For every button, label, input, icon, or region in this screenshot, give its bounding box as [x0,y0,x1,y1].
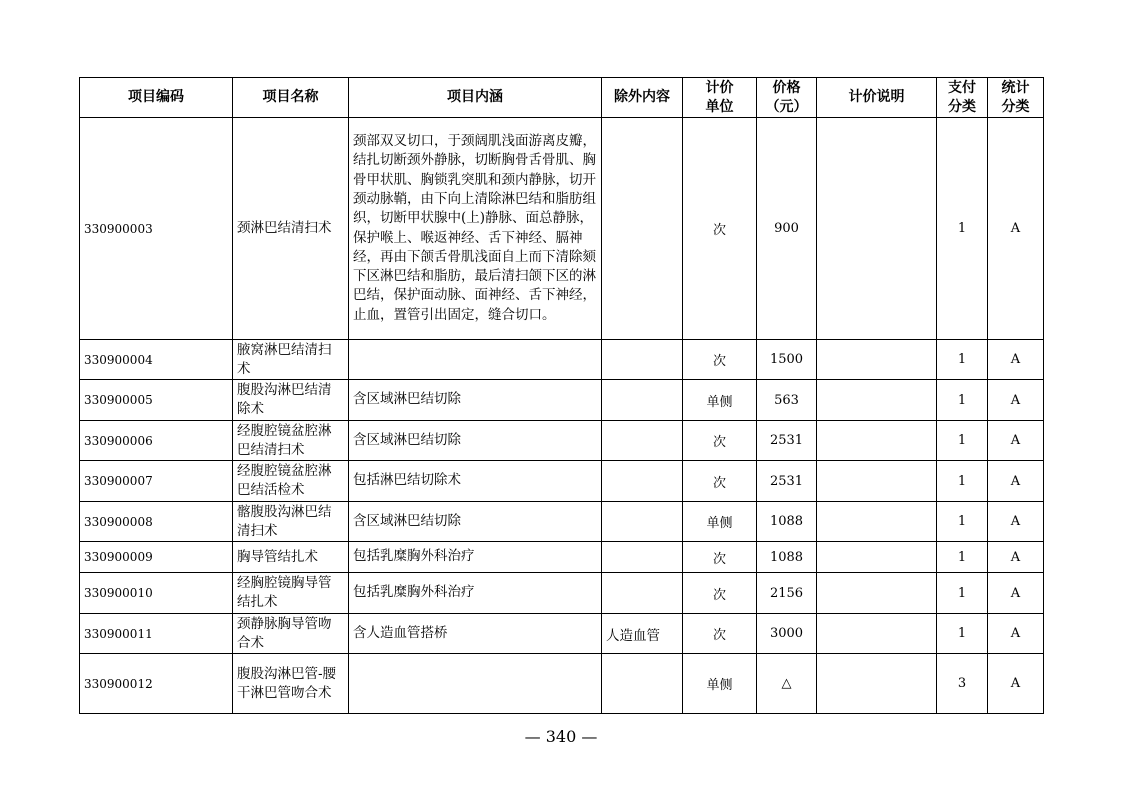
item-price: 900 [757,118,817,340]
item-name: 髂腹股沟淋巴结清扫术 [233,502,349,542]
item-code: 330900010 [80,573,233,614]
item-price: 1088 [757,542,817,573]
item-unit: 次 [683,461,757,502]
table-row [80,380,1044,421]
item-content [349,654,602,714]
item-payment-class: 1 [937,502,988,542]
header-pricing-note: 计价说明 [817,78,937,118]
item-pricing-note [817,118,937,340]
page-number: — 340 — [524,727,598,746]
item-code: 330900004 [80,340,233,380]
item-stat-class: A [988,502,1044,542]
header-payment: 支付 分类 [937,78,988,118]
header-unit: 计价 单位 [683,78,757,118]
item-exclusions [602,421,683,461]
item-price: 3000 [757,614,817,654]
item-name: 胸导管结扎术 [233,542,349,573]
item-stat-class: A [988,118,1044,340]
item-payment-class: 1 [937,461,988,502]
item-name: 腹股沟淋巴管-腰干淋巴管吻合术 [233,654,349,714]
item-pricing-note [817,542,937,573]
item-price: 563 [757,380,817,421]
item-unit: 单侧 [683,502,757,542]
item-price: 2156 [757,573,817,614]
item-content: 包括淋巴结切除术 [349,461,602,502]
table-row [80,573,1044,614]
item-exclusions [602,118,683,340]
pricing-table [79,77,1044,714]
table-row [80,461,1044,502]
item-payment-class: 3 [937,654,988,714]
item-price: 2531 [757,461,817,502]
item-pricing-note [817,380,937,421]
item-pricing-note [817,340,937,380]
item-unit: 次 [683,573,757,614]
item-unit: 单侧 [683,380,757,421]
item-payment-class: 1 [937,421,988,461]
item-content: 含区域淋巴结切除 [349,502,602,542]
item-unit: 次 [683,614,757,654]
item-exclusions [602,380,683,421]
item-content [349,340,602,380]
header-exclusions: 除外内容 [602,78,683,118]
item-content: 含区域淋巴结切除 [349,380,602,421]
table-row [80,654,1044,714]
item-price: △ [757,654,817,714]
item-stat-class: A [988,573,1044,614]
item-name: 腋窝淋巴结清扫术 [233,340,349,380]
item-stat-class: A [988,461,1044,502]
item-unit: 次 [683,542,757,573]
item-code: 330900006 [80,421,233,461]
item-unit: 次 [683,340,757,380]
item-name: 经腹腔镜盆腔淋巴结清扫术 [233,421,349,461]
item-exclusions: 人造血管 [602,614,683,654]
table-row [80,118,1044,340]
item-payment-class: 1 [937,380,988,421]
item-price: 1088 [757,502,817,542]
item-pricing-note [817,502,937,542]
item-name: 腹股沟淋巴结清除术 [233,380,349,421]
item-exclusions [602,542,683,573]
item-exclusions [602,502,683,542]
item-pricing-note [817,461,937,502]
item-name: 经腹腔镜盆腔淋巴结活检术 [233,461,349,502]
item-content: 包括乳糜胸外科治疗 [349,542,602,573]
item-content: 含区域淋巴结切除 [349,421,602,461]
header-price: 价格 （元） [757,78,817,118]
item-unit: 单侧 [683,654,757,714]
item-stat-class: A [988,614,1044,654]
item-pricing-note [817,654,937,714]
item-payment-class: 1 [937,542,988,573]
table-row [80,340,1044,380]
item-code: 330900008 [80,502,233,542]
table-row [80,614,1044,654]
item-exclusions [602,573,683,614]
item-stat-class: A [988,421,1044,461]
item-stat-class: A [988,654,1044,714]
item-payment-class: 1 [937,573,988,614]
table-row [80,421,1044,461]
table-header-row [80,78,1044,118]
item-price: 1500 [757,340,817,380]
table-row [80,542,1044,573]
item-code: 330900009 [80,542,233,573]
item-exclusions [602,340,683,380]
item-content: 颈部双叉切口，于颈阔肌浅面游离皮瓣，结扎切断颈外静脉，切断胸骨舌骨肌、胸骨甲状肌、胸锁乳突肌和颈内静脉，切开颈动脉鞘，由下向上清除淋巴结和脂肪组织，切断甲状腺中(上)静脉、面总静脉，保护喉上、喉返神经、舌下神经、膈神经，再由下颌舌骨肌浅面自上而下清除颏下区淋巴结和脂肪，最后清扫颌下区的淋巴结，保护面动脉、面神经、舌下神经，止血，置管引出固定，缝合切口。 [349,118,602,340]
item-name: 颈静脉胸导管吻合术 [233,614,349,654]
table-body [80,118,1044,714]
table-row [80,502,1044,542]
item-stat-class: A [988,380,1044,421]
item-pricing-note [817,421,937,461]
item-payment-class: 1 [937,118,988,340]
item-exclusions [602,654,683,714]
item-name: 颈淋巴结清扫术 [233,118,349,340]
item-stat-class: A [988,340,1044,380]
item-pricing-note [817,573,937,614]
header-content: 项目内涵 [349,78,602,118]
item-content: 含人造血管搭桥 [349,614,602,654]
item-exclusions [602,461,683,502]
item-content: 包括乳糜胸外科治疗 [349,573,602,614]
item-code: 330900005 [80,380,233,421]
item-stat-class: A [988,542,1044,573]
item-unit: 次 [683,118,757,340]
item-code: 330900012 [80,654,233,714]
header-name: 项目名称 [233,78,349,118]
item-unit: 次 [683,421,757,461]
item-payment-class: 1 [937,614,988,654]
item-pricing-note [817,614,937,654]
item-code: 330900003 [80,118,233,340]
item-price: 2531 [757,421,817,461]
header-code: 项目编码 [80,78,233,118]
item-payment-class: 1 [937,340,988,380]
header-stat: 统计 分类 [988,78,1044,118]
item-code: 330900011 [80,614,233,654]
item-code: 330900007 [80,461,233,502]
item-name: 经胸腔镜胸导管结扎术 [233,573,349,614]
